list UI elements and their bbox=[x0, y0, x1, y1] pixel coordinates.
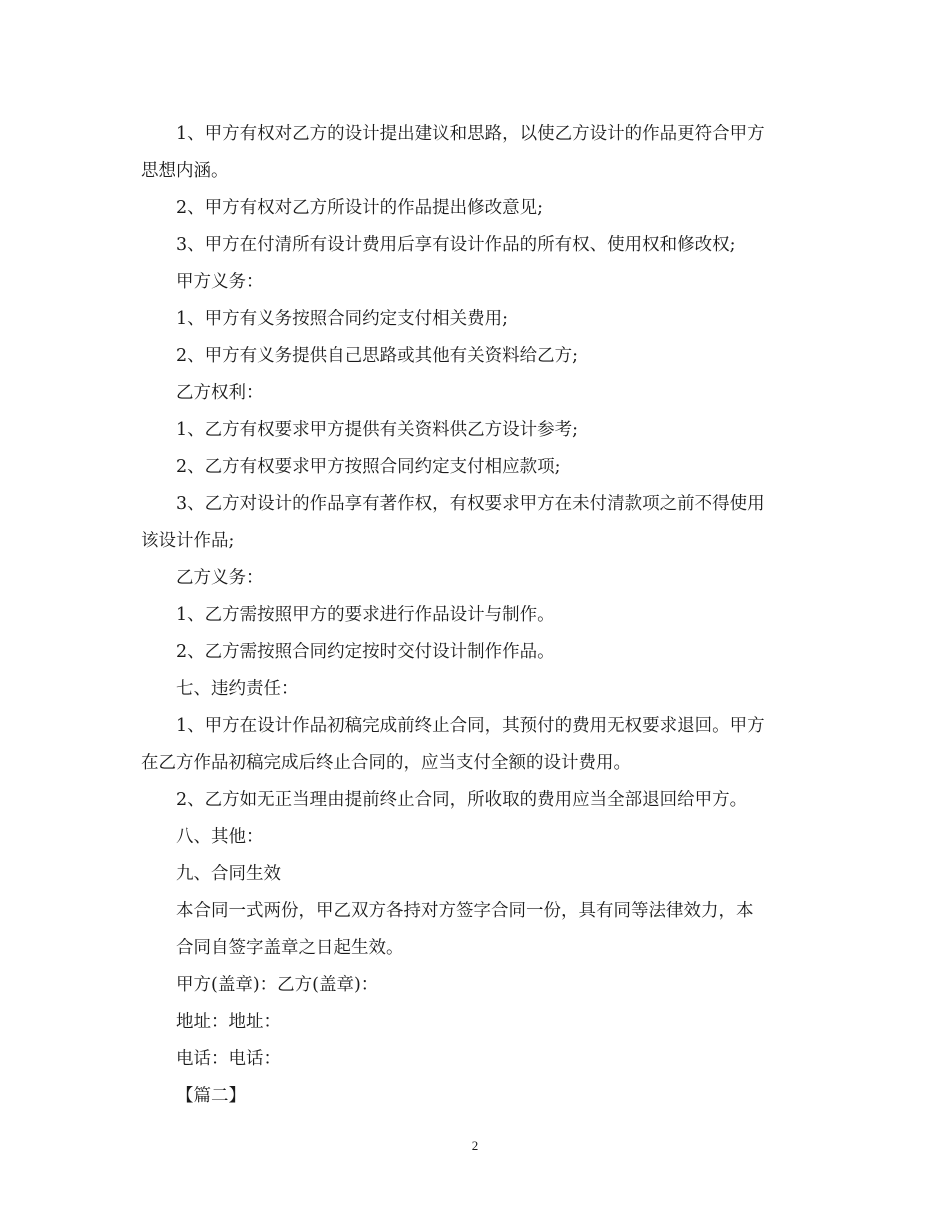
paragraph-party-b-right-3 bbox=[141, 486, 809, 560]
heading-party-a-obligations: 甲方义务： bbox=[176, 272, 264, 292]
signature-seal-line: 甲方(盖章)：乙方(盖章)： bbox=[176, 975, 379, 995]
paragraph-breach-1 bbox=[141, 708, 809, 782]
heading-party-b-obligations: 乙方义务： bbox=[176, 568, 264, 588]
text-line: 本合同一式两份，甲乙双方各持对方签字合同一份，具有同等法律效力，本 bbox=[176, 901, 754, 921]
section-heading-part-two: 【篇二】 bbox=[176, 1086, 246, 1106]
text-line: 思想内涵。 bbox=[141, 161, 229, 181]
paragraph-party-a-obligation-1: 1、甲方有义务按照合同约定支付相关费用; bbox=[176, 309, 509, 329]
document-body bbox=[141, 116, 809, 1115]
paragraph-party-a-obligation-2: 2、甲方有义务提供自己思路或其他有关资料给乙方; bbox=[176, 346, 579, 366]
paragraph-party-a-right-1 bbox=[141, 116, 809, 190]
text-line: 3、乙方对设计的作品享有著作权，有权要求甲方在未付清款项之前不得使用 bbox=[176, 494, 765, 514]
text-line: 合同自签字盖章之日起生效。 bbox=[176, 938, 404, 958]
signature-address-line: 地址：地址： bbox=[176, 1012, 281, 1032]
paragraph-breach-2: 2、乙方如无正当理由提前终止合同，所收取的费用应当全部退回给甲方。 bbox=[176, 790, 748, 810]
paragraph-party-a-right-2: 2、甲方有权对乙方所设计的作品提出修改意见; bbox=[176, 198, 544, 218]
paragraph-party-b-obligation-2: 2、乙方需按照合同约定按时交付设计制作作品。 bbox=[176, 642, 555, 662]
heading-party-b-rights: 乙方权利： bbox=[176, 383, 264, 403]
page-number: 2 bbox=[471, 1138, 479, 1153]
heading-contract-effective: 九、合同生效 bbox=[176, 864, 281, 884]
paragraph-party-b-obligation-1: 1、乙方需按照甲方的要求进行作品设计与制作。 bbox=[176, 605, 555, 625]
text-line: 在乙方作品初稿完成后终止合同的，应当支付全额的设计费用。 bbox=[141, 753, 631, 773]
text-line: 1、甲方有权对乙方的设计提出建议和思路，以使乙方设计的作品更符合甲方 bbox=[176, 124, 765, 144]
text-line: 该设计作品; bbox=[141, 531, 235, 551]
signature-phone-line: 电话：电话： bbox=[176, 1049, 281, 1069]
heading-other: 八、其他： bbox=[176, 827, 264, 847]
paragraph-party-b-right-1: 1、乙方有权要求甲方提供有关资料供乙方设计参考; bbox=[176, 420, 579, 440]
paragraph-party-b-right-2: 2、乙方有权要求甲方按照合同约定支付相应款项; bbox=[176, 457, 561, 477]
paragraph-party-a-right-3: 3、甲方在付清所有设计费用后享有设计作品的所有权、使用权和修改权; bbox=[176, 235, 736, 255]
text-line: 1、甲方在设计作品初稿完成前终止合同，其预付的费用无权要求退回。甲方 bbox=[176, 716, 765, 736]
heading-breach-liability: 七、违约责任： bbox=[176, 679, 299, 699]
paragraph-contract-effective bbox=[141, 893, 809, 967]
